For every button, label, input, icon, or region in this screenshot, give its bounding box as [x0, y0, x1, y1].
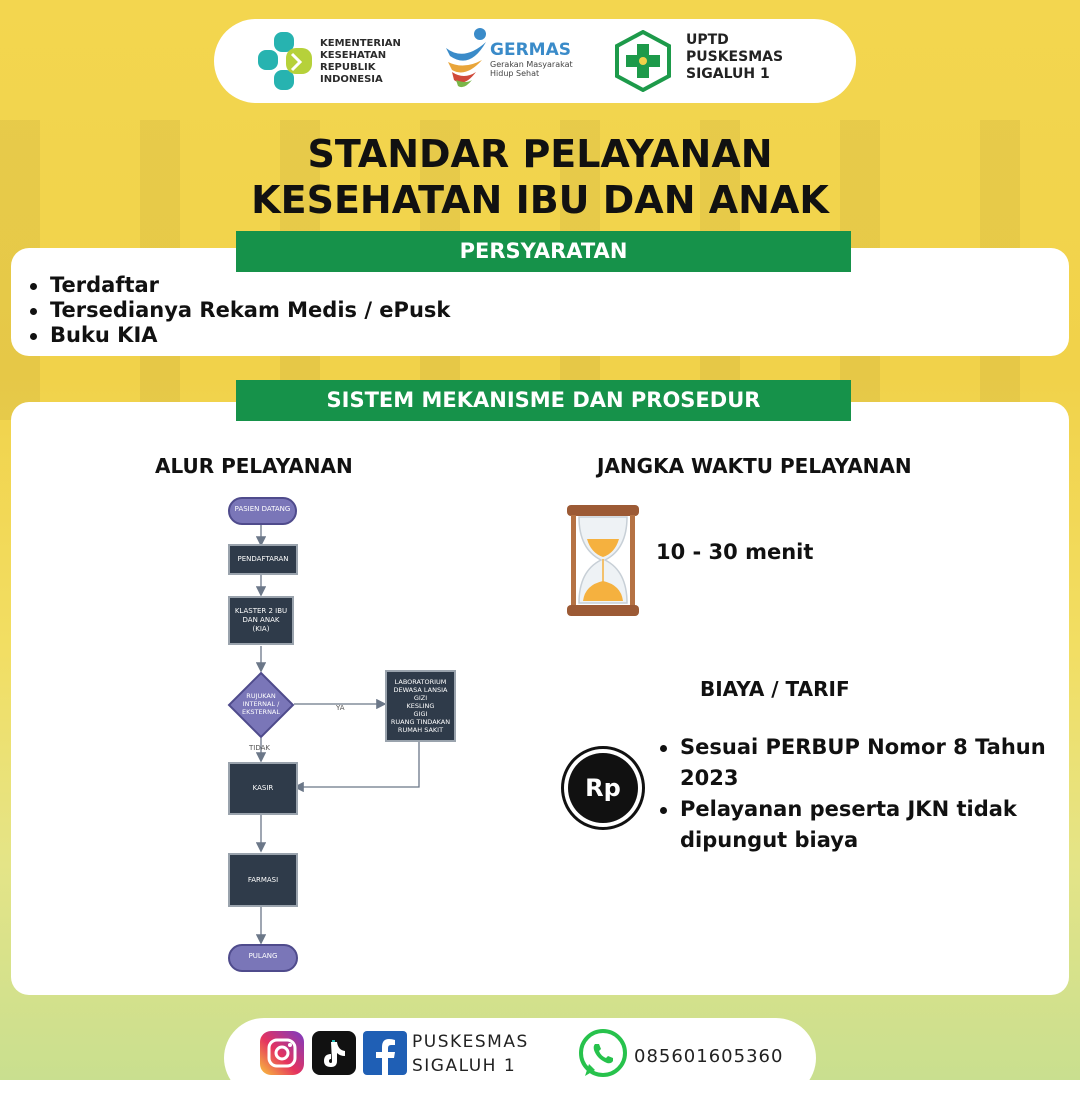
mekanisme-heading: SISTEM MEKANISME DAN PROSEDUR [236, 380, 851, 421]
flow-farmasi: FARMASI [228, 853, 298, 907]
biaya-heading: BIAYA / TARIF [700, 677, 850, 701]
page-title-line1: STANDAR PELAYANAN [307, 132, 773, 176]
flow-laboratorium: LABORATORIUM DEWASA LANSIA GIZI KESLING GIGI RUANG TINDAKAN RUMAH SAKIT [385, 670, 456, 742]
hourglass-icon [565, 503, 641, 618]
biaya-list [656, 732, 1066, 856]
list-item: Tersedianya Rekam Medis / ePusk [28, 298, 450, 323]
flow-klaster: KLASTER 2 IBU DAN ANAK (KIA) [228, 596, 294, 645]
list-item: Pelayanan peserta JKN tidak dipungut biaya [656, 794, 1066, 856]
flow-pulang: PULANG [228, 944, 298, 972]
kemenkes-logo-icon [256, 30, 314, 92]
instagram-icon[interactable] [259, 1030, 305, 1076]
flow-kasir: KASIR [228, 762, 298, 815]
flow-ya-label: YA [336, 704, 345, 712]
puskesmas-logo-icon [615, 30, 671, 92]
germas-subtitle: Gerakan Masyarakat Hidup Sehat [490, 60, 573, 78]
germas-text: GERMAS [490, 40, 571, 60]
facebook-icon[interactable] [362, 1030, 408, 1076]
kemenkes-text: KEMENTERIAN KESEHATAN REPUBLIK INDONESIA [320, 38, 401, 85]
jangka-heading: JANGKA WAKTU PELAYANAN [597, 454, 912, 478]
flow-rujukan-label: RUJUKAN INTERNAL / EKSTERNAL [241, 692, 281, 716]
rupiah-symbol: Rp [568, 753, 638, 823]
alur-heading: ALUR PELAYANAN [155, 454, 353, 478]
tiktok-icon[interactable] [311, 1030, 357, 1076]
flow-pendaftaran: PENDAFTARAN [228, 544, 298, 575]
germas-logo-icon [440, 26, 490, 90]
social-account-name: PUSKESMAS SIGALUH 1 [412, 1032, 529, 1076]
list-item: Buku KIA [28, 323, 450, 348]
jangka-value: 10 - 30 menit [656, 540, 814, 564]
flow-start: PASIEN DATANG [228, 497, 297, 525]
page-title-line2: KESEHATAN IBU DAN ANAK [251, 178, 829, 222]
whatsapp-icon[interactable] [577, 1028, 629, 1080]
persyaratan-list [28, 273, 450, 348]
persyaratan-heading: PERSYARATAN [236, 231, 851, 272]
phone-number[interactable]: 085601605360 [634, 1046, 784, 1067]
puskesmas-name: UPTD PUSKESMAS SIGALUH 1 [686, 32, 784, 82]
mekanisme-card [11, 402, 1069, 995]
flow-tidak-label: TIDAK [249, 744, 270, 752]
list-item: Terdaftar [28, 273, 450, 298]
list-item: Sesuai PERBUP Nomor 8 Tahun 2023 [656, 732, 1066, 794]
